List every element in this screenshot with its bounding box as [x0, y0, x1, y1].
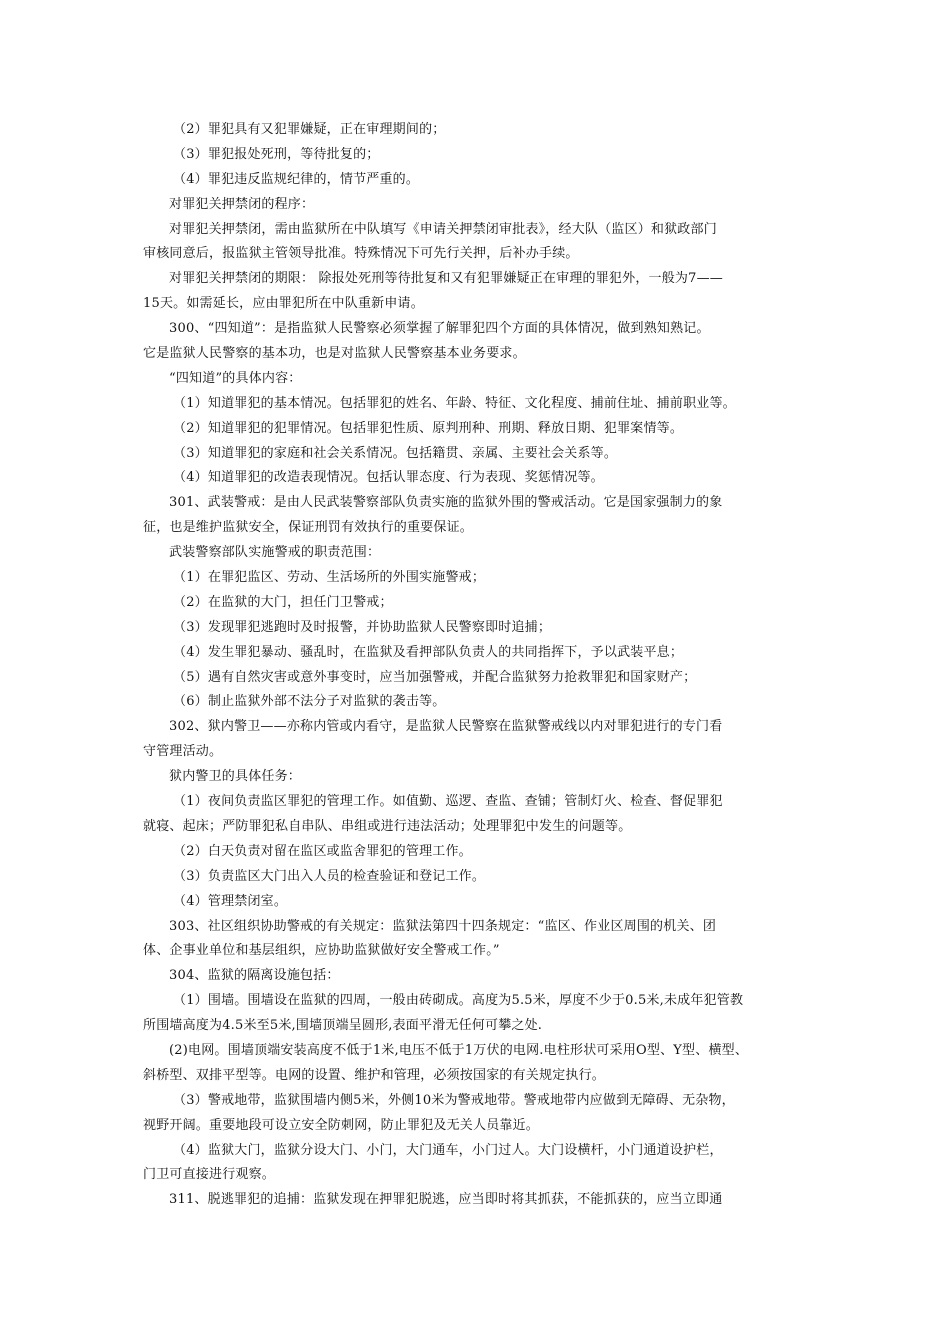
text-line: 302、狱内警卫——亦称内管或内看守，是监狱人民警察在监狱警戒线以内对罪犯进行的专门看 — [169, 719, 723, 735]
text-line: （4）罪犯违反监规纪律的，情节严重的。 — [173, 171, 420, 187]
text-line: （4）监狱大门，监狱分设大门、小门，大门通车，小门过人。大门设横杆，小门通道设护栏， — [173, 1142, 723, 1158]
text-line: 武装警察部队实施警戒的职责范围： — [169, 545, 381, 561]
document-body — [143, 118, 813, 1213]
text-line: 304、监狱的隔离设施包括： — [169, 968, 340, 984]
text-line: （1）知道罪犯的基本情况。包括罪犯的姓名、年龄、特征、文化程度、捕前住址、捕前职业等。 — [173, 395, 736, 411]
text-line: 它是监狱人民警察的基本功，也是对监狱人民警察基本业务要求。 — [143, 346, 526, 362]
text-line: 狱内警卫的具体任务： — [169, 769, 302, 785]
text-line: （2）知道罪犯的犯罪情况。包括罪犯性质、原判刑种、刑期、释放日期、犯罪案情等。 — [173, 420, 684, 436]
text-line: （2）白天负责对留在监区或监舍罪犯的管理工作。 — [173, 843, 472, 859]
text-line: 对罪犯关押禁闭的程序： — [169, 196, 315, 212]
text-line: 守管理活动。 — [143, 744, 223, 760]
text-line: 301、武装警戒：是由人民武装警察部队负责实施的监狱外围的警戒活动。它是国家强制力的象 — [169, 495, 723, 511]
text-line: 所围墙高度为4.5米至5米,围墙顶端呈圆形,表面平滑无任何可攀之处. — [143, 1018, 543, 1034]
text-line: 斜桥型、双排平型等。电网的设置、维护和管理，必须按国家的有关规定执行。 — [143, 1067, 606, 1083]
text-line: (2)电网。围墙顶端安装高度不低于1米,电压不低于1万伏的电网.电柱形状可采用O型、Y型、横型、 — [169, 1042, 749, 1058]
text-line: （3）知道罪犯的家庭和社会关系情况。包括籍贯、亲属、主要社会关系等。 — [173, 445, 618, 461]
text-line: （4）管理禁闭室。 — [173, 893, 288, 909]
text-line: 对罪犯关押禁闭，需由监狱所在中队填写《申请关押禁闭审批表》，经大队（监区）和狱政部门 — [169, 221, 717, 237]
text-line: （1）夜间负责监区罪犯的管理工作。如值勤、巡逻、查监、查铺；管制灯火、检查、督促罪犯 — [173, 794, 723, 810]
text-line: 就寝、起床；严防罪犯私自串队、串组或进行违法活动；处理罪犯中发生的问题等。 — [143, 818, 632, 834]
text-line: “四知道”的具体内容： — [169, 370, 302, 386]
text-line: （2）罪犯具有又犯罪嫌疑，正在审理期间的； — [173, 122, 446, 137]
text-line: 15天。如需延长，应由罪犯所在中队重新申请。 — [143, 296, 424, 312]
text-line: 征，也是维护监狱安全，保证刑罚有效执行的重要保证。 — [143, 520, 474, 536]
text-line: 303、社区组织协助警戒的有关规定：监狱法第四十四条规定：“监区、作业区周围的机关、团 — [169, 918, 717, 934]
text-line: （1）围墙。围墙设在监狱的四周，一般由砖砌成。高度为5.5米，厚度不少于0.5米,未成年犯管教 — [173, 993, 744, 1009]
text-line: （4）发生罪犯暴动、骚乱时，在监狱及看押部队负责人的共同指挥下，予以武装平息； — [173, 644, 684, 660]
text-line: 审核同意后，报监狱主管领导批准。特殊情况下可先行关押，后补办手续。 — [143, 246, 579, 262]
text-line: （2）在监狱的大门，担任门卫警戒； — [173, 594, 393, 610]
text-line: （3）罪犯报处死刑，等待批复的； — [173, 146, 380, 162]
text-line: 视野开阔。重要地段可设立安全防刺网，防止罪犯及无关人员靠近。 — [143, 1117, 540, 1133]
text-line: （5）遇有自然灾害或意外事变时，应当加强警戒，并配合监狱努力抢救罪犯和国家财产； — [173, 669, 697, 685]
text-line: 体、企事业单位和基层组织，应协助监狱做好安全警戒工作。” — [143, 943, 500, 959]
text-line: 门卫可直接进行观察。 — [143, 1167, 276, 1183]
text-line: （3）负责监区大门出入人员的检查验证和登记工作。 — [173, 868, 486, 884]
text-line: （4）知道罪犯的改造表现情况。包括认罪态度、行为表现、奖惩情况等。 — [173, 470, 604, 486]
text-line: （3）警戒地带，监狱围墙内侧5米，外侧10米为警戒地带。警戒地带内应做到无障碍、无杂物， — [173, 1092, 735, 1108]
text-line: 对罪犯关押禁闭的期限： 除报处死刑等待批复和又有犯罪嫌疑正在审理的罪犯外，一般为7—— — [169, 271, 724, 287]
text-line: （3）发现罪犯逃跑时及时报警，并协助监狱人民警察即时追捕； — [173, 619, 552, 635]
text-line: （6）制止监狱外部不法分子对监狱的袭击等。 — [173, 694, 446, 710]
text-line: （1）在罪犯监区、劳动、生活场所的外围实施警戒； — [173, 570, 486, 586]
text-line: 311、脱逃罪犯的追捕：监狱发现在押罪犯脱逃，应当即时将其抓获，不能抓获的，应当立即通 — [169, 1192, 723, 1208]
text-line: 300、“四知道”：是指监狱人民警察必须掌握了解罪犯四个方面的具体情况，做到熟知熟记。 — [169, 321, 710, 337]
